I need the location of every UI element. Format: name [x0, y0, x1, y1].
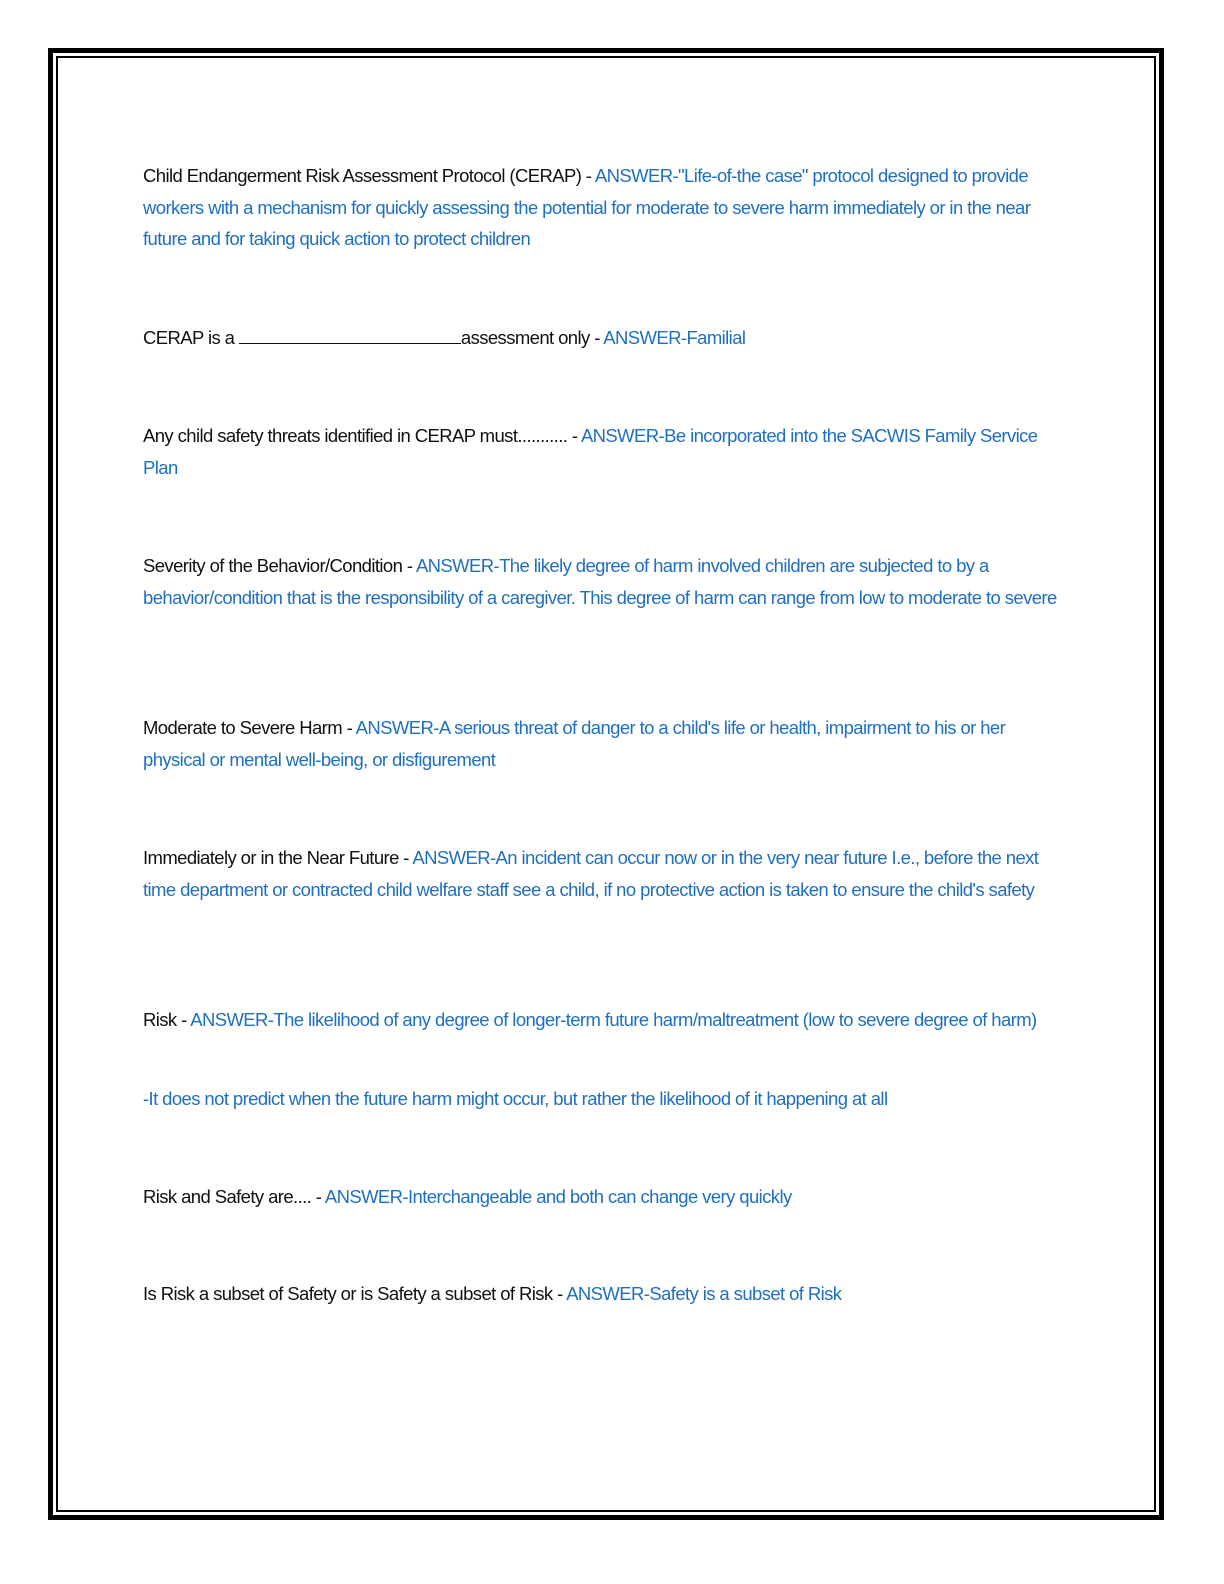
fill-in-blank	[239, 328, 461, 344]
qa-entry-safety-threats	[143, 420, 1058, 483]
question-text: Risk and Safety are.... -	[143, 1186, 325, 1207]
question-text-before-blank: CERAP is a	[143, 327, 239, 348]
qa-entry-near-future	[143, 842, 1058, 905]
answer-text: ANSWER-Be incorporated into the SACWIS Family Service Plan	[143, 425, 1038, 478]
question-text: Any child safety threats identified in CERAP must........... -	[143, 425, 581, 446]
question-text-after-blank: assessment only -	[460, 327, 604, 348]
qa-entry-risk-and-safety	[143, 1181, 1058, 1213]
qa-entry-moderate-severe-harm	[143, 712, 1058, 775]
question-text: Child Endangerment Risk Assessment Protocol (CERAP) -	[143, 165, 595, 186]
answer-text: ANSWER-The likelihood of any degree of longer-term future harm/maltreatment (low to severe degree of harm)	[190, 1009, 1037, 1030]
question-text: Is Risk a subset of Safety or is Safety a subset of Risk -	[143, 1283, 567, 1304]
answer-text: ANSWER-Familial	[603, 327, 746, 348]
risk-answer-extra: -It does not predict when the future harm might occur, but rather the likelihood of it happening at all	[143, 1088, 888, 1109]
answer-text: ANSWER-Interchangeable and both can change very quickly	[324, 1186, 792, 1207]
qa-entry-subset	[143, 1278, 1058, 1310]
question-text: Immediately or in the Near Future -	[143, 847, 413, 868]
question-text: Severity of the Behavior/Condition -	[143, 555, 416, 576]
question-text: Moderate to Severe Harm -	[143, 717, 356, 738]
answer-text: ANSWER-An incident can occur now or in the very near future I.e., before the next time department or contracted child welfare staff see a child, if no protective action is taken to ensure the child's safety	[143, 847, 1039, 900]
answer-text: ANSWER-The likely degree of harm involved children are subjected to by a behavior/condition that is the responsibility of a caregiver. This degree of harm can range from low to moderate to severe	[143, 555, 1057, 608]
qa-entry-cerap-assessment	[143, 322, 1058, 354]
answer-text: ANSWER-"Life-of-the case" protocol designed to provide workers with a mechanism for quickly assessing the potential for moderate to severe harm immediately or in the near future and for taking quick action to protect children	[143, 165, 1031, 250]
qa-entry-risk	[143, 1004, 1058, 1036]
answer-text: ANSWER-Safety is a subset of Risk	[566, 1283, 842, 1304]
qa-entry-cerap	[143, 160, 1058, 255]
qa-entry-severity	[143, 550, 1058, 613]
answer-text: ANSWER-A serious threat of danger to a child's life or health, impairment to his or her physical or mental well-being, or disfigurement	[143, 717, 1006, 770]
question-text: Risk -	[143, 1009, 191, 1030]
